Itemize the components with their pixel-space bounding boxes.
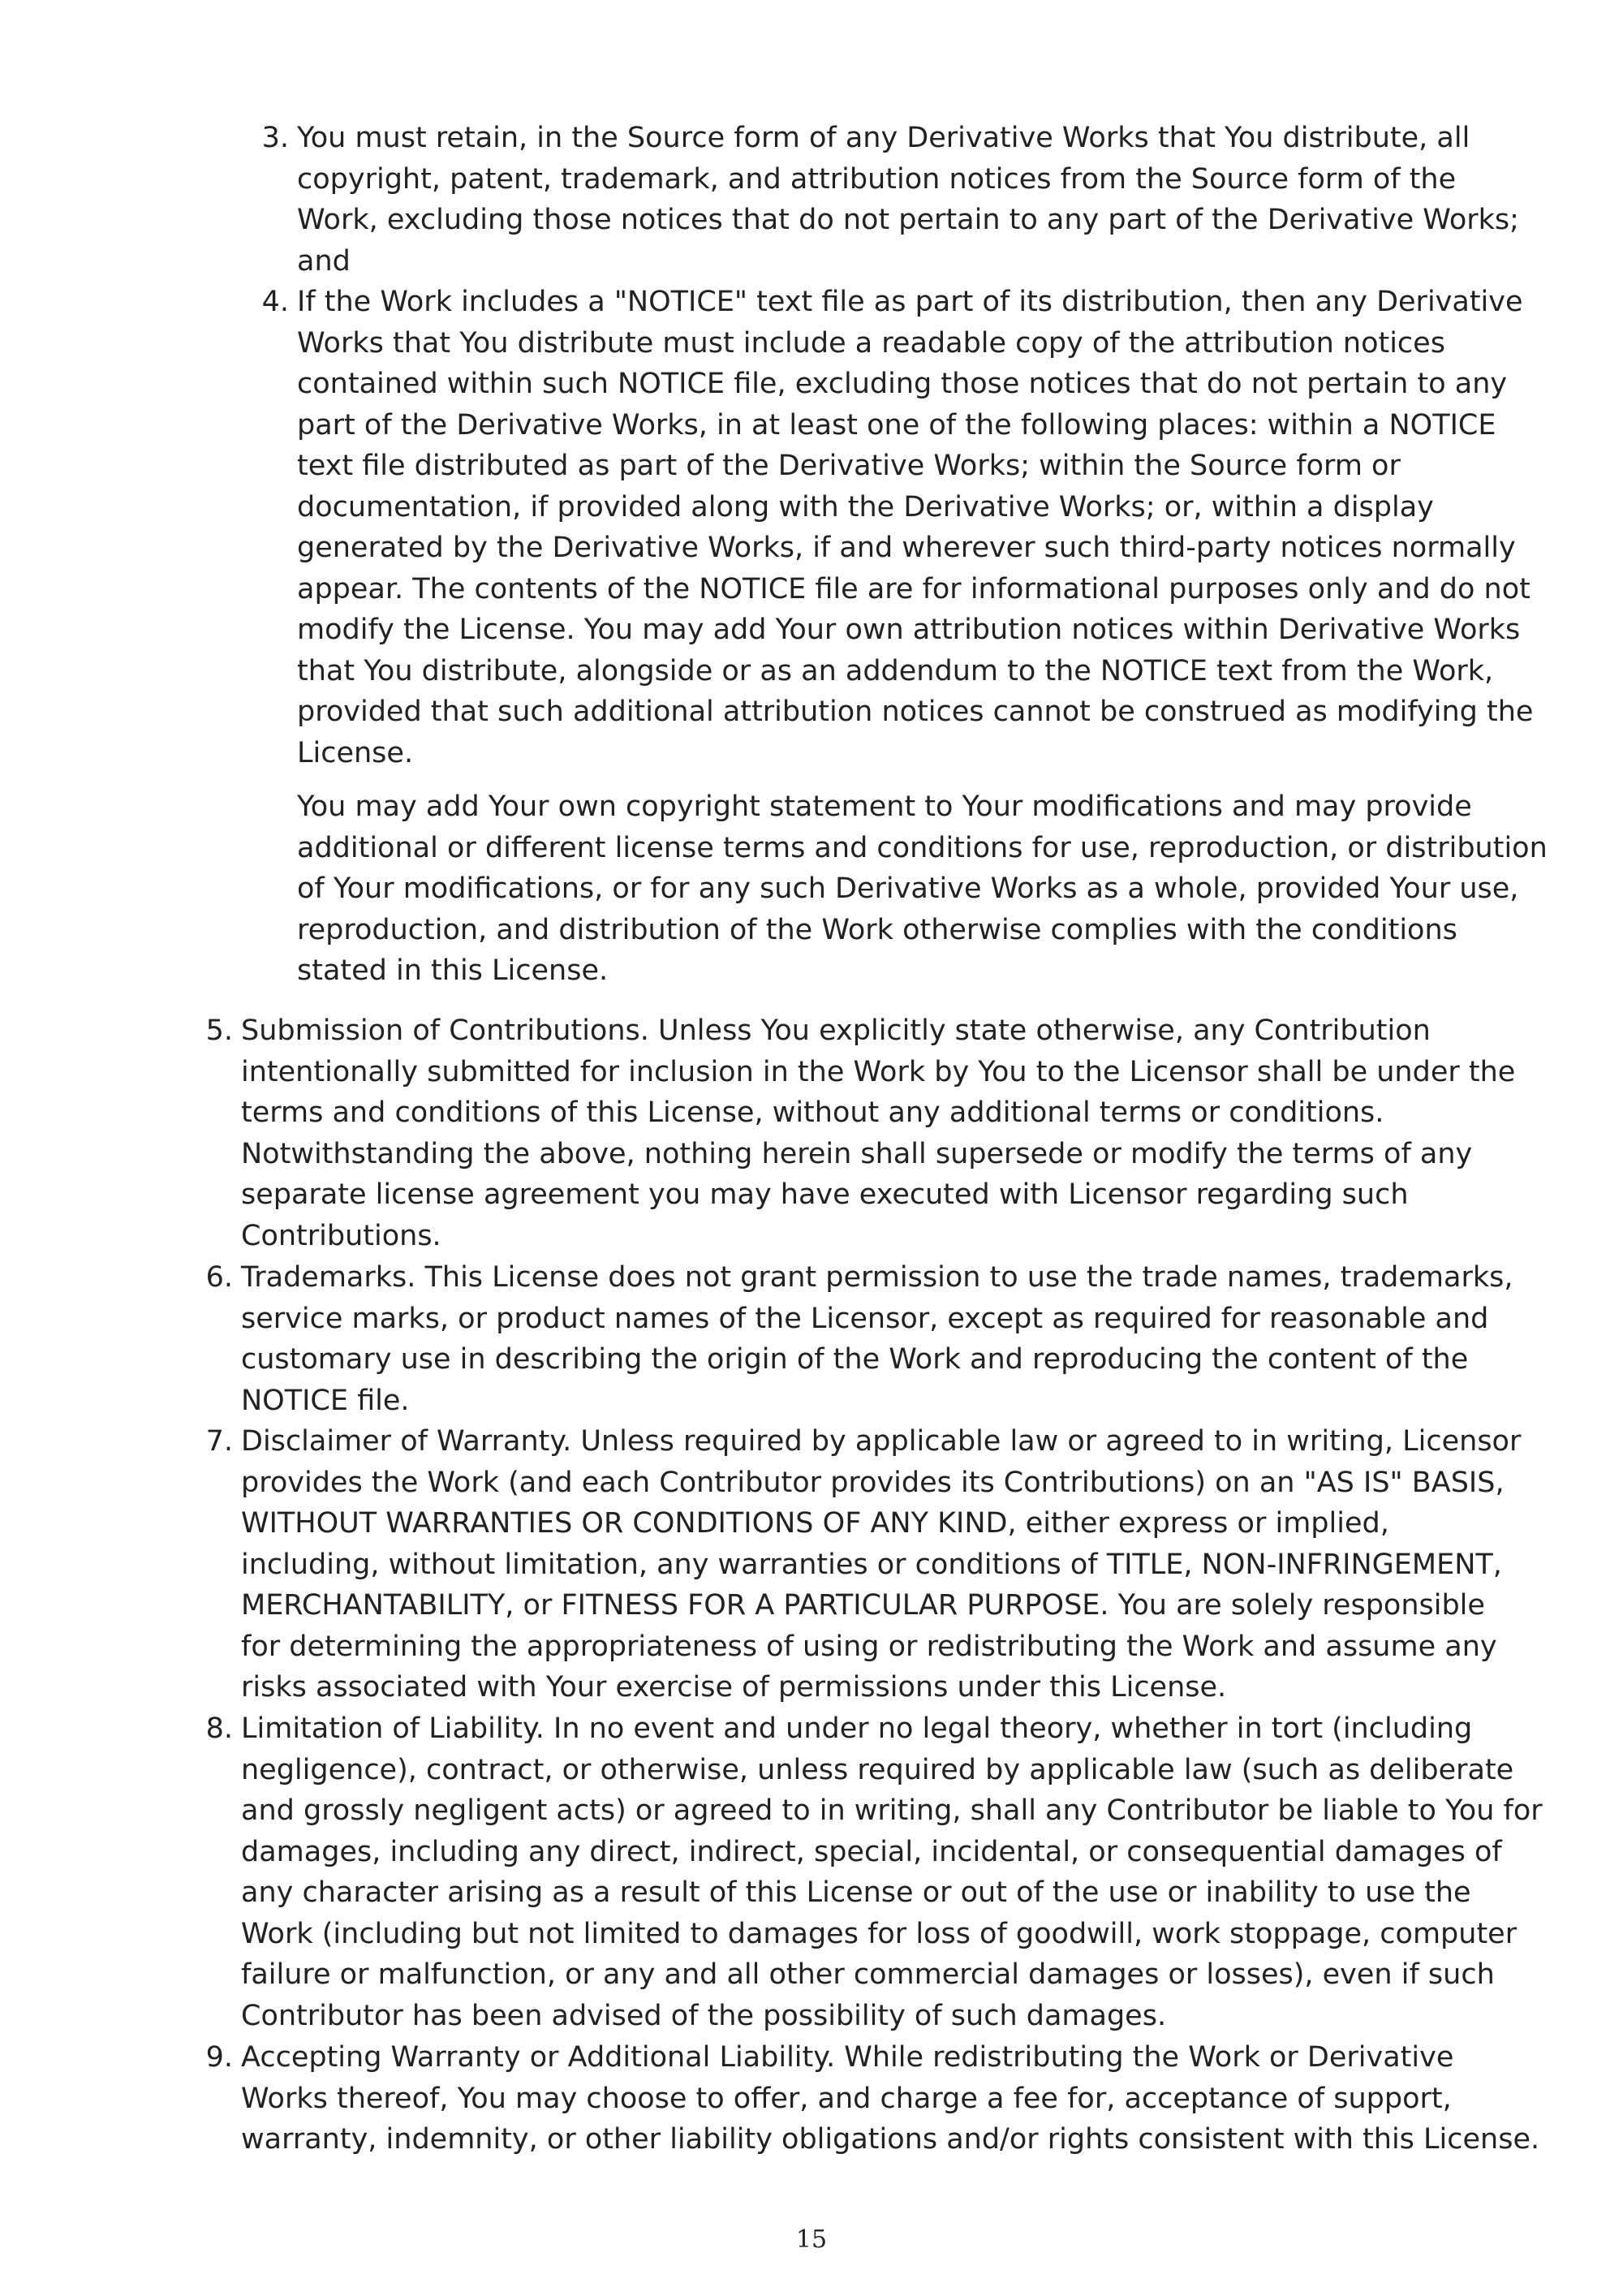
list-number: 4. (261, 286, 289, 318)
list-item-text (241, 1708, 1543, 2036)
text-line: modify the License. You may add Your own attribution notices within Derivative Works (297, 614, 1521, 646)
text-line: stated in this License. (297, 954, 609, 987)
text-line: Contributions. (241, 1219, 441, 1252)
text-line: appear. The contents of the NOTICE file are for informational purposes only and do not (297, 572, 1530, 605)
text-line: Trademarks. This License does not grant permission to use the trade names, trademarks, (241, 1261, 1513, 1294)
text-line: Limitation of Liability. In no event and under no legal theory, whether in tort (including (241, 1712, 1473, 1745)
list-number: 5. (205, 1014, 233, 1047)
text-line: warranty, indemnity, or other liability obligations and/or rights consistent with this License. (241, 2123, 1540, 2156)
text-line: Submission of Contributions. Unless You explicitly state otherwise, any Contribution (241, 1014, 1431, 1047)
text-line: risks associated with Your exercise of permissions under this License. (241, 1671, 1227, 1704)
text-line: text file distributed as part of the Derivative Works; within the Source form or (297, 450, 1401, 482)
list-number: 3. (261, 122, 289, 154)
text-line: any character arising as a result of this License or out of the use or inability to use the (241, 1876, 1471, 1909)
text-line: customary use in describing the origin of the Work and reproducing the content of the (241, 1343, 1469, 1376)
text-line: damages, including any direct, indirect, special, incidental, or consequential damages of (241, 1835, 1502, 1868)
text-line: contained within such NOTICE file, excluding those notices that do not pertain to any (297, 368, 1508, 400)
list-item-9 (205, 2037, 1540, 2160)
text-line: intentionally submitted for inclusion in the Work by You to the Licensor shall be under the (241, 1055, 1516, 1088)
text-line: terms and conditions of this License, without any additional terms or conditions. (241, 1096, 1384, 1129)
text-line: for determining the appropriateness of using or redistributing the Work and assume any (241, 1630, 1497, 1663)
list-item-text (297, 282, 1548, 773)
list-item-text (241, 1421, 1521, 1708)
text-line: NOTICE file. (241, 1384, 410, 1417)
text-line: Works that You distribute must include a readable copy of the attribution notices (297, 326, 1445, 360)
list-item-8 (205, 1708, 1543, 2036)
text-line: part of the Derivative Works, in at least one of the following places: within a NOTICE (297, 408, 1496, 442)
text-line: Contributor has been advised of the possibility of such damages. (241, 1999, 1167, 2032)
text-line: and (297, 244, 351, 278)
text-line: documentation, if provided along with the Derivative Works; or, within a display (297, 490, 1434, 523)
text-line: service marks, or product names of the Licensor, except as required for reasonable and (241, 1302, 1489, 1335)
list-number: 7. (205, 1425, 233, 1458)
list-item-5 (205, 1010, 1516, 1256)
list-item-text (297, 118, 1519, 282)
text-line: Accepting Warranty or Additional Liability. While redistributing the Work or Derivative (241, 2041, 1454, 2074)
text-line: negligence), contract, or otherwise, unless required by applicable law (such as deliberate (241, 1753, 1514, 1786)
text-line: Notwithstanding the above, nothing herein shall supersede or modify the terms of any (241, 1137, 1473, 1170)
list-number: 6. (205, 1261, 233, 1294)
text-line: provides the Work (and each Contributor provides its Contributions) on an "AS IS" BASIS, (241, 1466, 1505, 1499)
text-line: additional or different license terms and conditions for use, reproduction, or distribution (297, 831, 1548, 864)
text-line: that You distribute, alongside or as an addendum to the NOTICE text from the Work, (297, 654, 1494, 687)
page-number: 15 (795, 2225, 828, 2254)
list-number: 9. (205, 2041, 233, 2074)
text-line: generated by the Derivative Works, if and wherever such third-party notices normally (297, 532, 1516, 564)
text-line: provided that such additional attribution notices cannot be construed as modifying the (297, 696, 1534, 728)
text-line: Works thereof, You may choose to offer, and charge a fee for, acceptance of support, (241, 2082, 1452, 2115)
list-item-continuation (297, 786, 1548, 992)
text-line: of Your modifications, or for any such Derivative Works as a whole, provided Your use, (297, 872, 1519, 905)
list-item-text (241, 2037, 1539, 2160)
list-item-7 (205, 1421, 1522, 1708)
text-line: Work (including but not limited to damages for loss of goodwill, work stoppage, computer (241, 1917, 1518, 1950)
text-line: If the Work includes a "NOTICE" text file as part of its distribution, then any Derivative (297, 286, 1523, 318)
text-line: You must retain, in the Source form of any Derivative Works that You distribute, all (297, 122, 1470, 154)
list-item-text (241, 1010, 1515, 1256)
text-line: Work, excluding those notices that do not pertain to any part of the Derivative Works; (297, 204, 1519, 236)
text-line: License. (297, 736, 414, 769)
text-line: failure or malfunction, or any and all other commercial damages or losses), even if such (241, 1958, 1495, 1991)
list-number: 8. (205, 1712, 233, 1745)
text-line: separate license agreement you may have executed with Licensor regarding such (241, 1178, 1409, 1211)
text-line: WITHOUT WARRANTIES OR CONDITIONS OF ANY KIND, either express or implied, (241, 1507, 1389, 1540)
text-line: copyright, patent, trademark, and attribution notices from the Source form of the (297, 162, 1457, 196)
text-line: MERCHANTABILITY, or FITNESS FOR A PARTICULAR PURPOSE. You are solely responsible (241, 1589, 1485, 1622)
list-item-4 (261, 282, 1548, 992)
text-line: Disclaimer of Warranty. Unless required by applicable law or agreed to in writing, Licensor (241, 1425, 1522, 1458)
text-line: reproduction, and distribution of the Work otherwise complies with the conditions (297, 913, 1457, 946)
text-line: You may add Your own copyright statement to Your modifications and may provide (297, 790, 1472, 823)
list-item-3 (261, 118, 1519, 282)
list-item-text (241, 1257, 1513, 1421)
list-item-6 (205, 1257, 1513, 1421)
text-line: and grossly negligent acts) or agreed to in writing, shall any Contributor be liable to You for (241, 1794, 1543, 1827)
text-line: including, without limitation, any warranties or conditions of TITLE, NON-INFRINGEMENT, (241, 1548, 1502, 1581)
